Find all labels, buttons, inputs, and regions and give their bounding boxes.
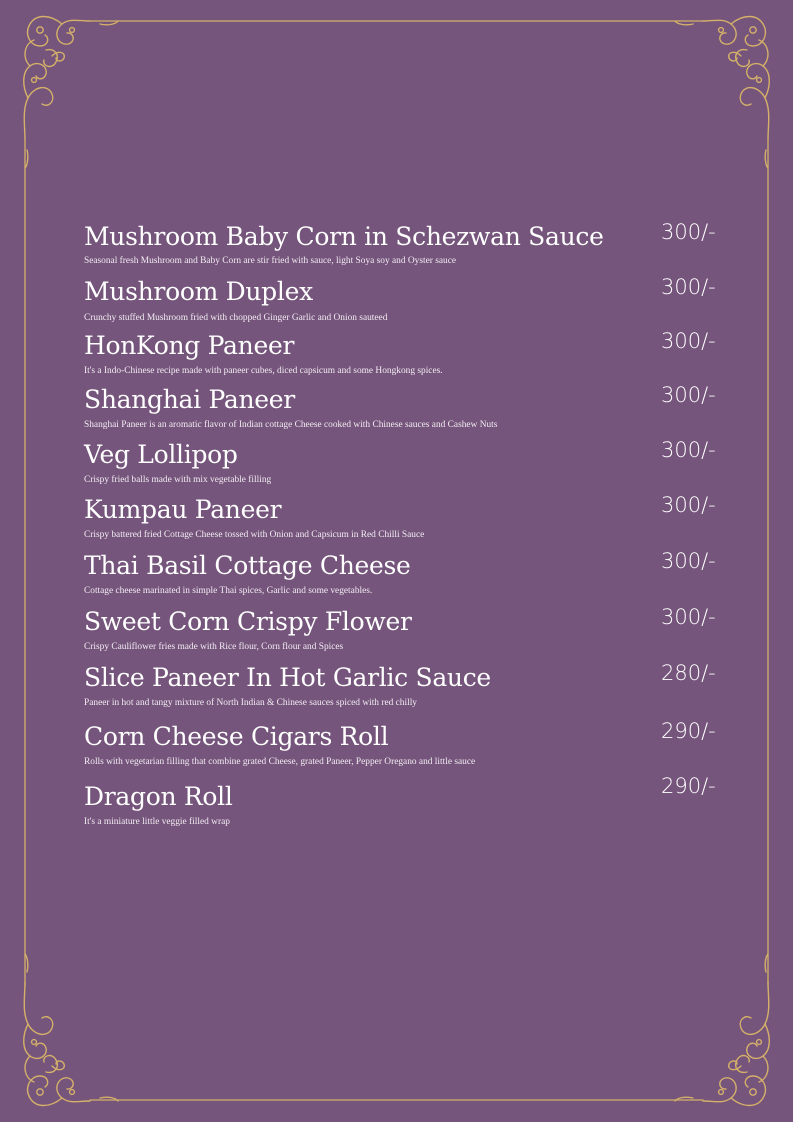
item-price: 290/- <box>661 774 716 798</box>
item-description: Seasonal fresh Mushroom and Baby Corn are stir fried with sauce, light Soya soy and Oyster sauce <box>84 256 457 266</box>
corner-ornament-top-right <box>675 17 769 169</box>
item-description: Rolls with vegetarian filling that combine grated Cheese, grated Paneer, Pepper Oregano and little sauce <box>84 757 476 767</box>
item-name: Mushroom Duplex <box>84 277 313 306</box>
item-description: Crispy Cauliflower fries made with Rice flour, Corn flour and Spices <box>84 642 344 652</box>
item-name: HonKong Paneer <box>84 331 295 360</box>
item-price: 300/- <box>661 329 716 353</box>
corner-ornament-top-left <box>24 17 118 169</box>
item-price: 300/- <box>661 275 716 299</box>
item-description: It's a miniature little veggie filled wrap <box>84 817 230 827</box>
item-description: Crispy battered fried Cottage Cheese tossed with Onion and Capsicum in Red Chilli Sauce <box>84 530 425 540</box>
item-name: Mushroom Baby Corn in Schezwan Sauce <box>84 222 604 251</box>
corner-ornament-bottom-left <box>24 954 118 1106</box>
item-name: Veg Lollipop <box>84 440 238 469</box>
item-description: Crispy fried balls made with mix vegetable filling <box>84 475 272 485</box>
item-price: 300/- <box>661 549 716 573</box>
item-name: Kumpau Paneer <box>84 495 282 524</box>
item-price: 290/- <box>661 719 716 743</box>
item-description: Cottage cheese marinated in simple Thai spices, Garlic and some vegetables. <box>84 586 373 596</box>
item-name: Thai Basil Cottage Cheese <box>84 551 411 580</box>
item-name: Shanghai Paneer <box>84 385 295 414</box>
item-name: Corn Cheese Cigars Roll <box>84 722 389 751</box>
item-description: It's a Indo-Chinese recipe made with paneer cubes, diced capsicum and some Hongkong spices. <box>84 366 443 376</box>
item-price: 300/- <box>661 383 716 407</box>
item-description: Paneer in hot and tangy mixture of North Indian & Chinese sauces spiced with red chilly <box>84 698 417 708</box>
item-price: 300/- <box>661 438 716 462</box>
item-price: 280/- <box>661 661 716 685</box>
item-name: Sweet Corn Crispy Flower <box>84 607 412 636</box>
item-description: Crunchy stuffed Mushroom fried with chopped Ginger Garlic and Onion sauteed <box>84 313 388 323</box>
item-name: Dragon Roll <box>84 782 233 811</box>
item-price: 300/- <box>661 220 716 244</box>
item-name: Slice Paneer In Hot Garlic Sauce <box>84 663 491 692</box>
item-description: Shanghai Paneer is an aromatic flavor of Indian cottage Cheese cooked with Chinese sauces and Cashew Nuts <box>84 420 498 430</box>
item-price: 300/- <box>661 493 716 517</box>
item-price: 300/- <box>661 605 716 629</box>
corner-ornament-bottom-right <box>675 954 769 1106</box>
